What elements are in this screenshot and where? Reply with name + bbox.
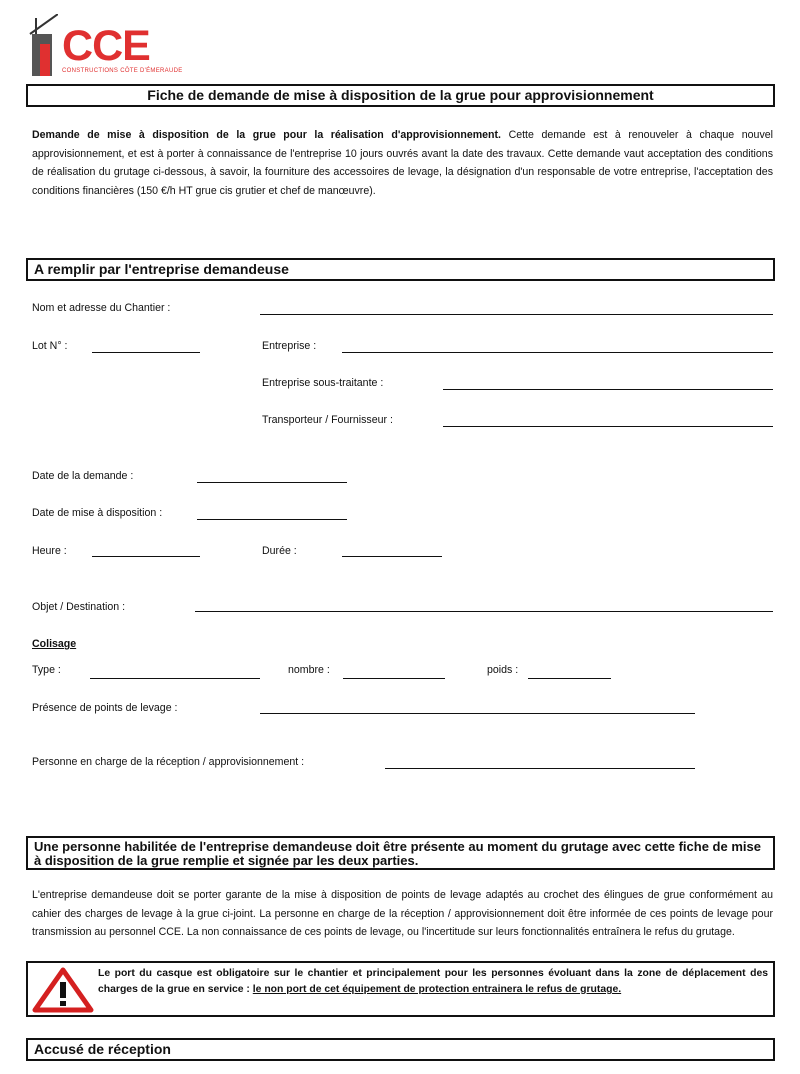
notice-box: Une personne habilitée de l'entreprise demandeuse doit être présente au moment du grutage avec cette fiche de mise à disposition de la grue remplie et signée par les deux parties. — [26, 836, 775, 870]
label-sous-traitante: Entreprise sous-traitante : — [262, 377, 384, 389]
warning-triangle-icon — [32, 967, 94, 1013]
label-chantier: Nom et adresse du Chantier : — [32, 302, 171, 314]
input-poids[interactable] — [528, 678, 611, 679]
label-date-mise: Date de mise à disposition : — [32, 507, 163, 519]
intro-bold: Demande de mise à disposition de la grue pour la réalisation d'approvisionnement. — [32, 129, 501, 141]
input-transporteur[interactable] — [443, 426, 773, 427]
label-entreprise: Entreprise : — [262, 340, 317, 352]
cce-logo — [28, 14, 203, 84]
label-personne-charge: Personne en charge de la réception / approvisionnement : — [32, 756, 305, 768]
intro-text: Cette demande est à renouveler à chaque nouvel approvisionnement, et est à porter à connaissance de l'entreprise 10 jours ouvrés avant la date des travaux. Cette demande vaut acceptation des conditions de réalisation du grutage ci-dessous, à savoir, la fourniture des accessoires de levage, la désignation d'un responsable de votre entreprise, l'acceptation des conditions financières (150 €/h HT grue cis grutier et chef de manœuvre). — [32, 129, 773, 197]
warning-box — [26, 961, 775, 1017]
logo-brand: CCE — [62, 22, 150, 70]
colisage-heading: Colisage — [32, 638, 77, 650]
intro-paragraph — [32, 126, 773, 200]
input-personne-charge[interactable] — [385, 768, 695, 769]
input-objet[interactable] — [195, 611, 773, 612]
label-duree: Durée : — [262, 545, 297, 557]
input-date-demande[interactable] — [197, 482, 347, 483]
label-nombre: nombre : — [288, 664, 330, 676]
page-title: Fiche de demande de mise à disposition de la grue pour approvisionnement — [26, 84, 775, 107]
label-type: Type : — [32, 664, 61, 676]
input-points-levage[interactable] — [260, 713, 695, 714]
label-transporteur: Transporteur / Fournisseur : — [262, 414, 393, 426]
label-poids: poids : — [487, 664, 519, 676]
label-points-levage: Présence de points de levage : — [32, 702, 178, 714]
label-heure: Heure : — [32, 545, 67, 557]
input-sous-traitante[interactable] — [443, 389, 773, 390]
label-date-demande: Date de la demande : — [32, 470, 134, 482]
input-duree[interactable] — [342, 556, 442, 557]
lifting-points-paragraph: L'entreprise demandeuse doit se porter garante de la mise à disposition de points de levage adaptés au crochet des élingues de grue conformément au cahier des charges de levage à la grue ci-joint. La personne en charge de la réception / approvisionnement doit être informée de ces points de levage pour transmission au personnel CCE. La non connaissance de ces points de levage, ou l'incertitude sur leurs fonctionnalités entraînera le refus du grutage. — [32, 889, 773, 938]
warning-underlined: le non port de cet équipement de protection entrainera le refus de grutage. — [252, 984, 622, 995]
label-objet: Objet / Destination : — [32, 601, 126, 613]
input-date-mise[interactable] — [197, 519, 347, 520]
input-heure[interactable] — [92, 556, 200, 557]
input-lot[interactable] — [92, 352, 200, 353]
label-lot: Lot N° : — [32, 340, 68, 352]
warning-text: Le port du casque est obligatoire sur le chantier et principalement pour les personnes évoluant dans la zone de déplacement des charges de la grue en service : le non port de cet équipement de protection entrainera le refus de grutage. — [98, 968, 768, 995]
section-header-entreprise: A remplir par l'entreprise demandeuse — [26, 258, 775, 281]
input-type[interactable] — [90, 678, 260, 679]
input-chantier[interactable] — [260, 314, 773, 315]
section-header-accuse: Accusé de réception — [26, 1038, 775, 1061]
logo-subtitle: CONSTRUCTIONS CÔTE D'ÉMERAUDE — [62, 68, 183, 74]
crane-logo-icon — [28, 14, 58, 78]
input-entreprise[interactable] — [342, 352, 773, 353]
input-nombre[interactable] — [343, 678, 445, 679]
